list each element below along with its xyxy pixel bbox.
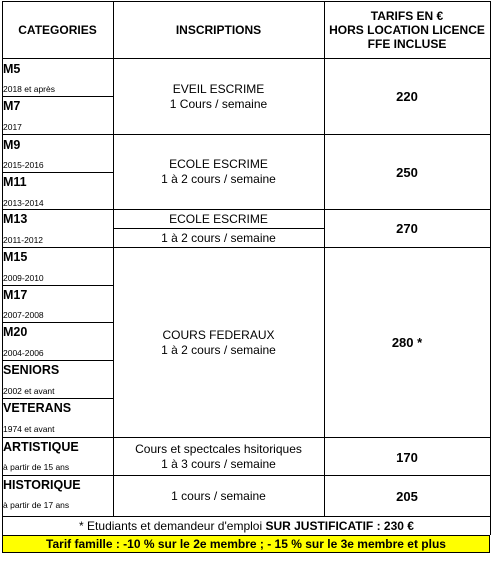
border-col2: [324, 1, 325, 517]
price-historique: 205: [396, 488, 418, 504]
inscription-ecole-1: [113, 135, 324, 209]
header-inscriptions: INSCRIPTIONS: [175, 23, 262, 37]
category-name: M11: [3, 175, 27, 189]
group-line: [2, 247, 491, 248]
row-line: [2, 172, 113, 173]
inscription-cours-federaux: [113, 248, 324, 437]
border-left: [2, 1, 3, 535]
price-ecole-1: 250: [396, 164, 418, 180]
inscription-ecole-2-title: [113, 210, 324, 229]
inscription-ecole-2-frequency: [113, 229, 324, 247]
inscription-eveil: [113, 59, 324, 134]
row-line: [2, 398, 113, 399]
group-line: [2, 209, 491, 210]
category-name: M13: [3, 212, 28, 226]
student-note-text: * Etudiants et demandeur d'emploi: [79, 519, 266, 533]
category-year: 2007-2008: [3, 310, 44, 320]
category-name: M9: [3, 138, 21, 152]
row-line: [2, 96, 113, 97]
border-col1: [113, 1, 114, 517]
student-note-price: SUR JUSTIFICATIF : 230 €: [265, 519, 414, 533]
category-name: SENIORS: [3, 363, 60, 377]
category-year: 1974 et avant: [3, 424, 55, 434]
border-top: [2, 1, 491, 2]
inscription-frequency: 1 à 3 cours / semaine: [161, 457, 276, 471]
category-name: M17: [3, 288, 28, 302]
family-discount-banner: Tarif famille : -10 % sur le 2e membre ; - 15 % sur le 3e membre et plus: [2, 535, 490, 553]
inscription-frequency: 1 Cours / semaine: [169, 96, 268, 111]
row-line: [2, 322, 113, 323]
category-year: 2009-2010: [3, 273, 44, 283]
category-name: M7: [3, 99, 21, 113]
price-eveil: 220: [396, 89, 418, 104]
category-name: ARTISTIQUE: [3, 440, 79, 454]
border-right: [490, 1, 491, 535]
inscription-frequency: 1 à 2 cours / semaine: [161, 342, 276, 357]
category-name: VETERANS: [3, 401, 72, 415]
header-categories: CATEGORIES: [18, 23, 97, 37]
inscription-title: ECOLE ESCRIME: [169, 212, 268, 226]
category-year: à partir de 15 ans: [3, 462, 70, 472]
category-name: M5: [3, 62, 21, 76]
student-note: [0, 517, 493, 535]
group-line: [2, 437, 491, 438]
inscription-artistique: [113, 438, 324, 476]
category-name: HISTORIQUE: [3, 478, 81, 492]
category-year: 2002 et avant: [3, 386, 55, 396]
inscription-frequency: 1 à 2 cours / semaine: [161, 172, 276, 186]
group-line: [2, 134, 491, 135]
price-cours-federaux: 280 *: [391, 335, 423, 350]
category-year: à partir de 17 ans: [3, 500, 70, 510]
category-year: 2013-2014: [3, 198, 44, 208]
inscription-title: 1 cours / semaine: [171, 488, 266, 503]
category-year: 2017: [3, 122, 22, 132]
price-ecole-2: 270: [396, 221, 418, 236]
category-name: M20: [3, 325, 28, 339]
category-year: 2004-2006: [3, 348, 44, 358]
header-tarifs: [324, 2, 490, 58]
row-line: [2, 285, 113, 286]
price-artistique: 170: [396, 449, 418, 465]
inscription-title: COURS FEDERAUX: [162, 327, 275, 342]
row-line: [2, 360, 113, 361]
category-name: M15: [3, 250, 28, 264]
category-year: 2015-2016: [3, 160, 44, 170]
border-header-bottom: [2, 58, 491, 59]
inscription-title: EVEIL ESCRIME: [172, 81, 265, 96]
row-line: [113, 228, 324, 229]
inscription-historique: [113, 476, 324, 516]
inscription-title: ECOLE ESCRIME: [169, 157, 268, 171]
header-tarifs-line3: FFE INCLUSE: [367, 37, 447, 51]
inscription-title: Cours et spectcales hsitoriques: [135, 442, 302, 456]
header-tarifs-line2: HORS LOCATION LICENCE: [329, 23, 485, 37]
category-year: 2018 et après: [3, 84, 55, 94]
header-tarifs-line1: TARIFS EN €: [370, 9, 444, 23]
inscription-frequency: 1 à 2 cours / semaine: [161, 230, 276, 245]
group-line: [2, 475, 491, 476]
category-year: 2011-2012: [3, 235, 44, 245]
